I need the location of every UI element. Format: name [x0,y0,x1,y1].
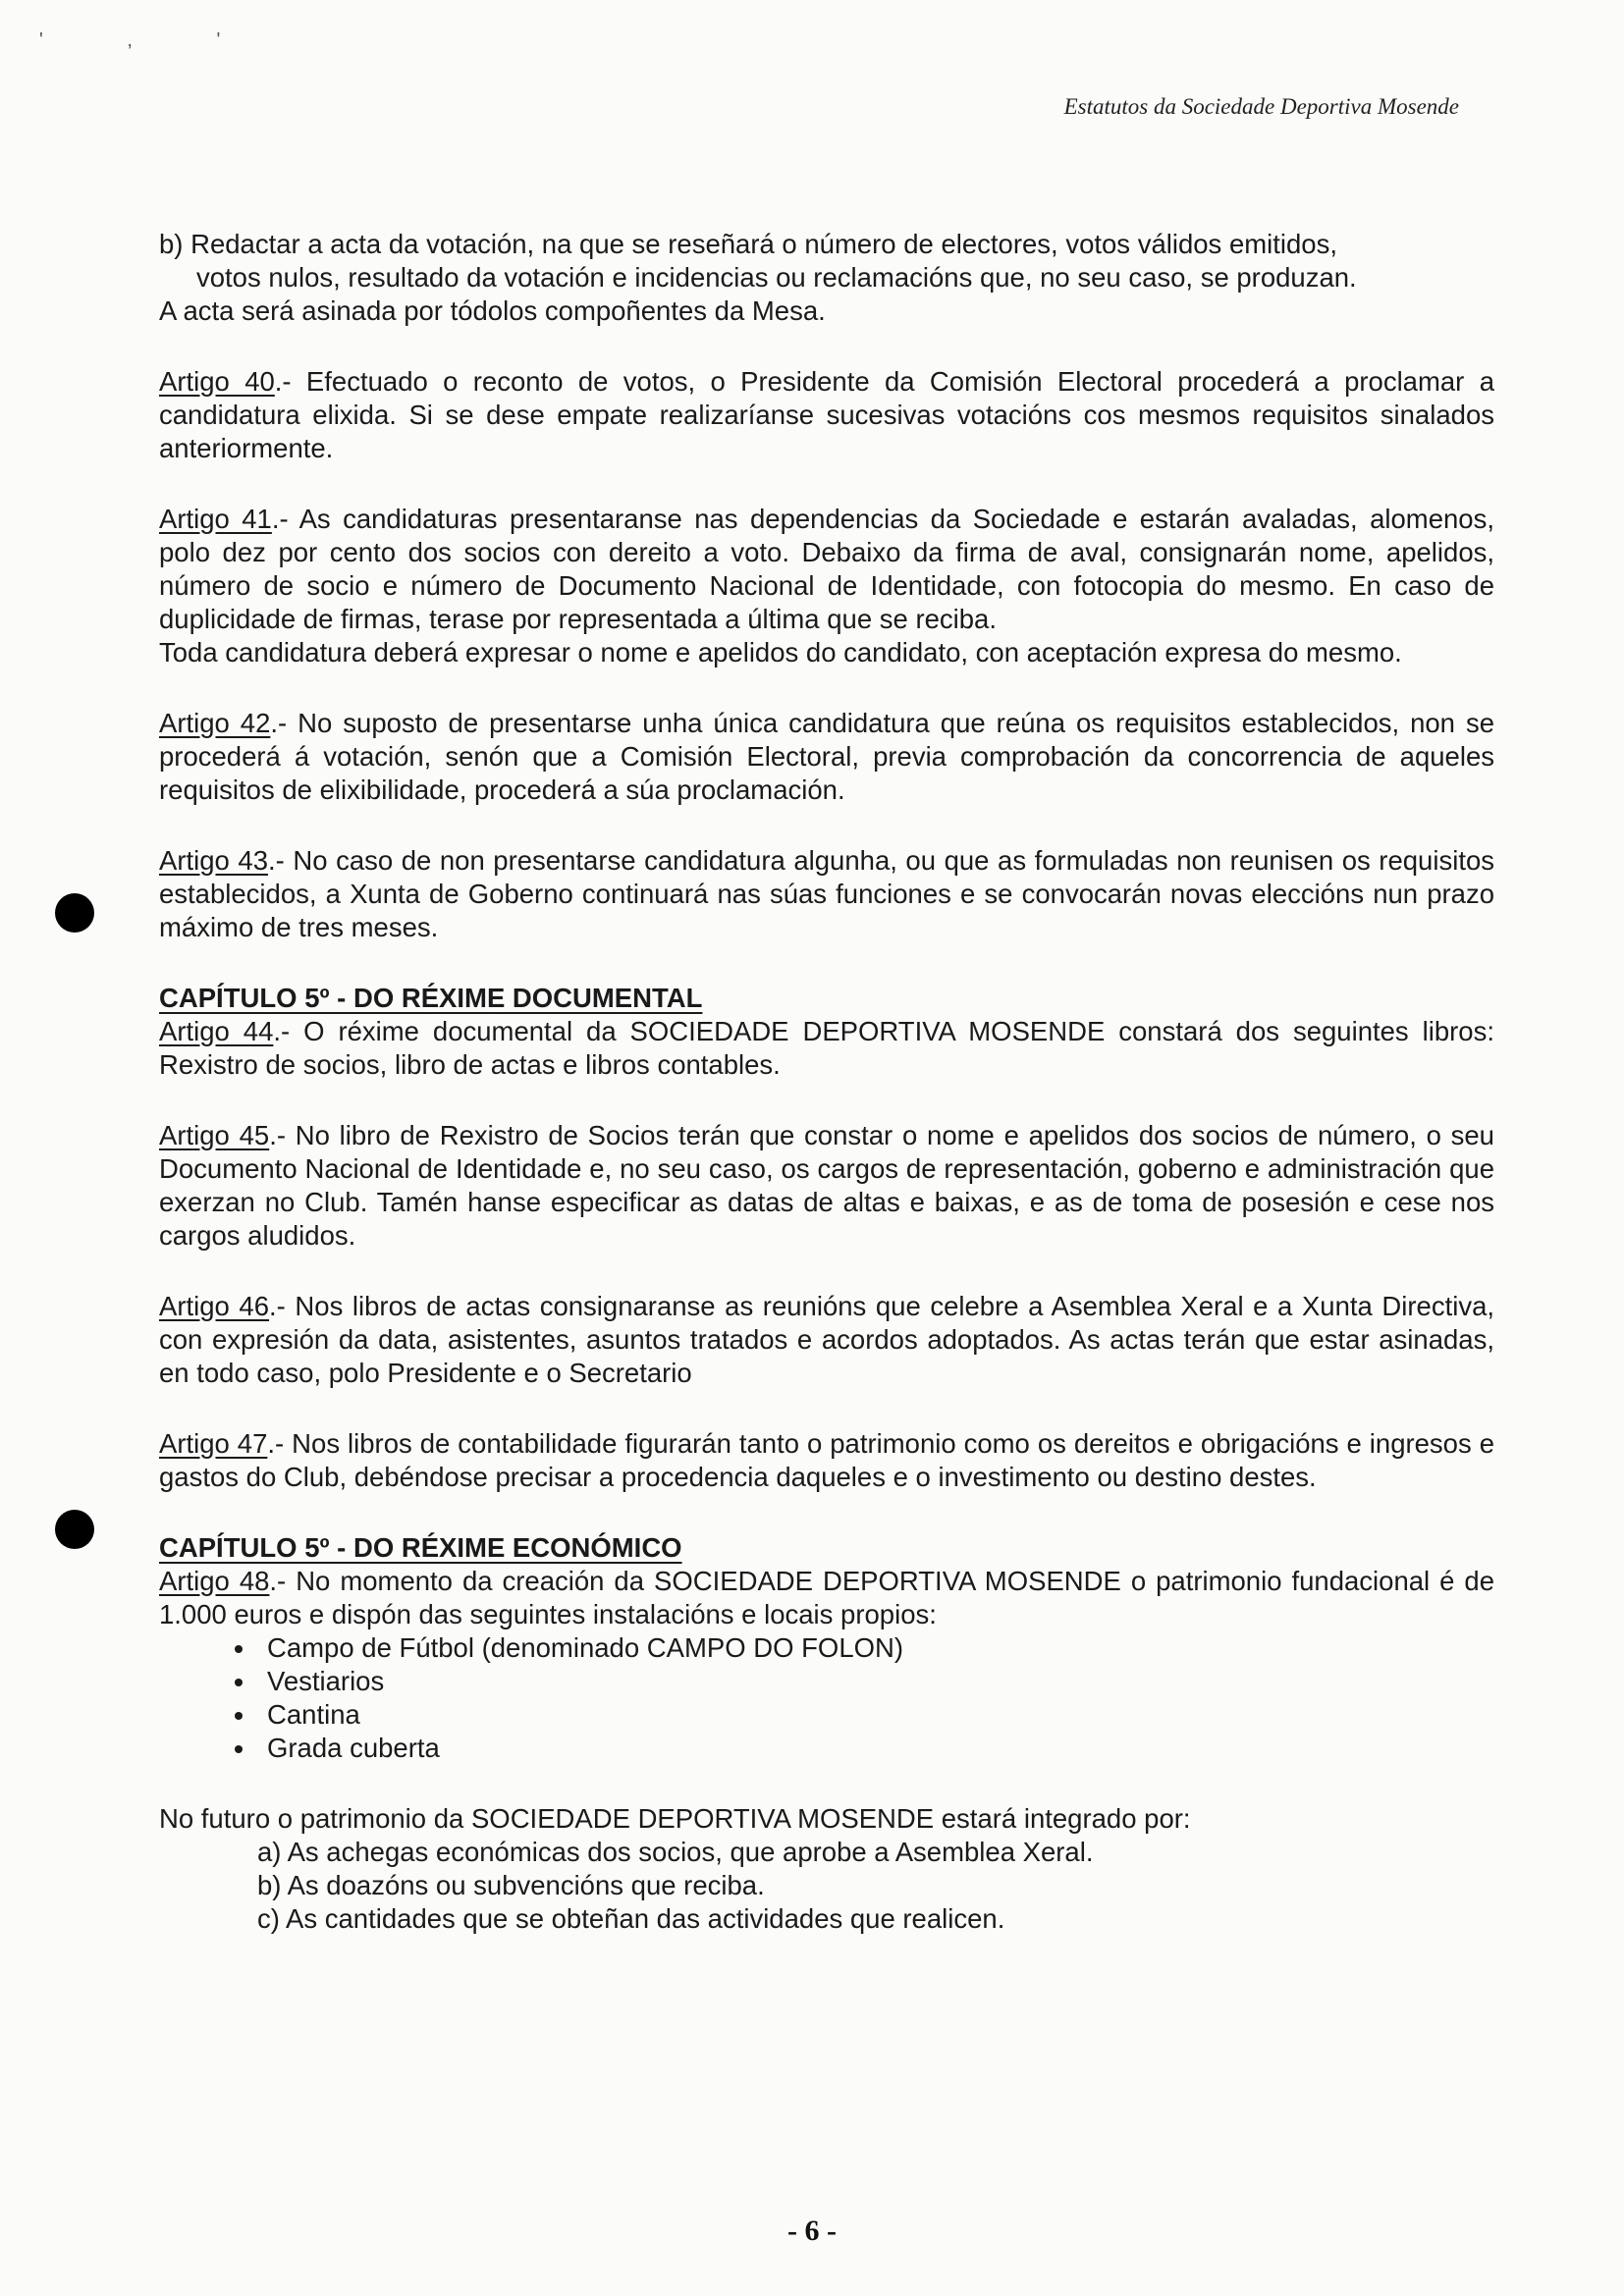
article-45: Artigo 45.- No libro de Rexistro de Socios terán que constar o nome e apelidos dos socios de número, o seu Documento Nacional de Identidade e, no seu caso, os cargos de representación, goberno e administración que exerzan no Club. Tamén hanse especificar as datas de altas e baixas, e as de toma de posesión e cese nos cargos aludidos. [159,1120,1494,1251]
list-item: c) As cantidades que se obteñan das actividades que realicen. [257,1903,1005,1934]
scan-marks: ' , ' [39,29,260,51]
punch-hole-icon [55,1510,94,1549]
chapter-heading-documental: CAPÍTULO 5º - DO RÉXIME DOCUMENTAL [159,983,703,1013]
article-40: Artigo 40.- Efectuado o reconto de votos, o Presidente da Comisión Electoral procederá a proclamar a candidatura elixida. Si se dese empate realizaríanse sucesivas votacións cos mesmos requisitos sinalados anteriormente. [159,366,1494,463]
list-item: b) As doazóns ou subvencións que reciba. [257,1870,765,1900]
para-b: b) Redactar a acta da votación, na que se reseñará o número de electores, votos válidos emitidos, votos nulos, resultado da votación e incidencias ou reclamacións que, no seu caso, se produzan. A acta será asinada por tódolos compoñentes da Mesa. [159,229,1357,326]
list-item: • Grada cuberta [257,1732,1494,1765]
article-41: Artigo 41.- As candidaturas presentaranse nas dependencias da Sociedade e estarán avaladas, alomenos, polo dez por cento dos socios con dereito a voto. Debaixo da firma de aval, consignarán nome, apelidos, número de socio e número de Documento Nacional de Identidade, con fotocopia do mesmo. En caso de duplicidade de firmas, terase por representada a última que se reciba. [159,504,1494,634]
article-44: Artigo 44.- O réxime documental da SOCIEDADE DEPORTIVA MOSENDE constará dos seguintes libros: Rexistro de socios, libro de actas e libros contables. [159,1016,1494,1080]
future-list [159,1836,1494,1936]
punch-hole-icon [55,893,94,933]
page-header: Estatutos da Sociedade Deportiva Mosende [1063,94,1459,119]
article-42: Artigo 42.- No suposto de presentarse unha única candidatura que reúna os requisitos establecidos, non se procederá á votación, senón que a Comisión Electoral, previa comprobación da concorrencia de aqueles requisitos de elixibilidade, procederá a súa proclamación. [159,708,1494,805]
page-number: - 6 - [787,2215,837,2247]
list-item: • Campo de Fútbol (denominado CAMPO DO FOLON) [257,1631,1494,1665]
article-48: Artigo 48.- No momento da creación da SOCIEDADE DEPORTIVA MOSENDE o patrimonio fundacional é de 1.000 euros e dispón das seguintes instalacións e locais propios: [159,1566,1494,1629]
article-46: Artigo 46.- Nos libros de actas consignaranse as reunións que celebre a Asemblea Xeral e a Xunta Directiva, con expresión da data, asistentes, asuntos tratados e acordos adoptados. As actas terán que estar asinadas, en todo caso, polo Presidente e o Secretario [159,1291,1495,1388]
list-item: • Vestiarios [257,1665,1494,1698]
article-47: Artigo 47.- Nos libros de contabilidade figurarán tanto o patrimonio como os dereitos e obrigacións e ingresos e gastos do Club, debéndose precisar a procedencia daqueles e o investimento ou destino destes. [159,1428,1494,1492]
list-item: a) As achegas económicas dos socios, que aprobe a Asemblea Xeral. [257,1837,1094,1867]
facilities-list [159,1631,1494,1765]
list-item: • Cantina [257,1698,1494,1732]
document-body [159,228,1494,1936]
article-41-extra: Toda candidatura deberá expresar o nome e apelidos do candidato, con aceptación expresa do mesmo. [159,637,1402,667]
future-intro: No futuro o patrimonio da SOCIEDADE DEPORTIVA MOSENDE estará integrado por: [159,1803,1191,1834]
article-43: Artigo 43.- No caso de non presentarse candidatura algunha, ou que as formuladas non reunisen os requisitos establecidos, a Xunta de Goberno continuará nas súas funciones e se convocarán novas eleccións nun prazo máximo de tres meses. [159,845,1495,942]
chapter-heading-economico: CAPÍTULO 5º - DO RÉXIME ECONÓMICO [159,1532,682,1563]
